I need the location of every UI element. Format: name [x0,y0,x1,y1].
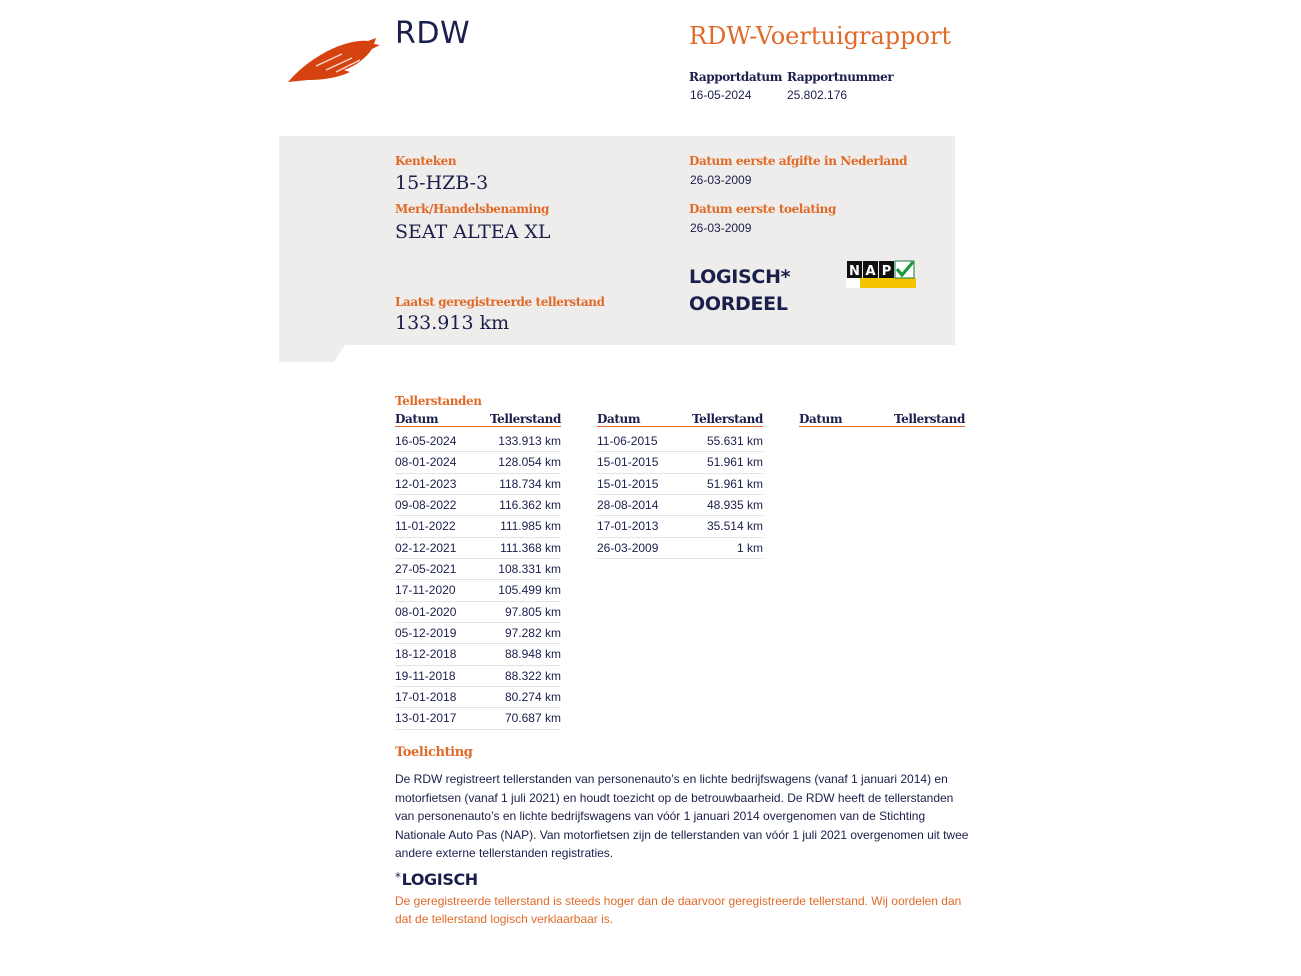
reading-date: 08-01-2024 [395,455,457,470]
vehicle-panel [279,136,955,362]
table-row [395,559,561,580]
reading-value: 35.514 km [706,519,763,534]
reading-value: 88.322 km [504,668,561,683]
table-row [395,516,561,537]
afgifte-value: 26-03-2009 [690,173,752,187]
table-row [597,516,763,537]
tellerstanden-title: Tellerstanden [395,394,482,408]
reading-value: 111.985 km [500,519,561,534]
col-date-header: Datum [597,412,641,426]
merk-value: SEAT ALTEA XL [395,221,551,243]
reading-value: 55.631 km [706,434,763,448]
reading-value: 1 km [736,540,763,555]
reading-date: 12-01-2023 [395,476,457,491]
reading-value: 88.948 km [504,647,561,662]
reading-date: 08-01-2020 [395,604,457,619]
reading-date: 17-11-2020 [395,583,456,598]
logisch-heading [395,870,478,889]
nap-check-icon [846,260,918,290]
oordeel-line1: LOGISCH* [689,266,791,288]
reading-date: 02-12-2021 [395,540,457,555]
nap-letter-n: N [849,264,860,279]
reading-value: 48.935 km [706,498,763,513]
table-row [395,666,561,687]
reading-value: 51.961 km [706,455,763,470]
kenteken-value: 15-HZB-3 [395,172,489,194]
readings-rows [597,431,763,559]
toelating-value: 26-03-2009 [690,221,752,235]
table-row [395,495,561,516]
table-row [597,474,763,495]
readings-column-2 [597,412,763,559]
reading-date: 05-12-2019 [395,626,457,641]
laatst-value: 133.913 km [395,312,510,334]
readings-column-3 [799,412,965,431]
reading-value: 133.913 km [498,434,561,448]
report-date-value: 16-05-2024 [690,88,752,102]
reading-value: 108.331 km [498,562,561,577]
table-row [597,452,763,473]
logisch-star: * [395,870,401,884]
reading-value: 105.499 km [498,583,561,598]
logisch-text: De geregistreerde tellerstand is steeds hoger dan de daarvoor geregistreerde tellerstand. Wij oordelen dan dat de tellerstand logisch verklaarbaar is. [395,894,962,926]
col-date-header: Datum [799,412,843,426]
table-row [395,623,561,644]
table-row [395,452,561,473]
reading-date: 19-11-2018 [395,668,456,683]
table-row [597,538,763,559]
kenteken-label: Kenteken [395,154,457,168]
reading-value: 111.368 km [500,540,561,555]
table-row [395,538,561,559]
col-value-header: Tellerstand [691,412,763,426]
table-row [395,644,561,665]
table-row [395,580,561,601]
table-row [597,431,763,452]
reading-value: 97.282 km [504,626,561,641]
logisch-title: LOGISCH [401,870,478,889]
column-header [395,412,561,427]
reading-date: 13-01-2017 [395,711,457,726]
reading-date: 17-01-2018 [395,690,457,705]
reading-value: 128.054 km [498,455,561,470]
toelating-label: Datum eerste toelating [689,202,836,216]
brand-name: RDW [395,16,471,51]
nap-letter-a: A [865,264,876,279]
toelichting-text: De RDW registreert tellerstanden van personenauto’s en lichte bedrijfswagens (vanaf 1 januari 2014) en motorfietsen (vanaf 1 juli 2021) en houdt toezicht op de betrouwbaarheid. De RDW heeft de tellerstanden van personenauto’s en lichte bedrijfswagens van vóór 1 januari 2014 overgenomen van de Stichting Nationale Auto Pas (NAP). Van motorfietsen zijn de tellerstanden van vóór 1 juli 2021 overgenomen uit twee andere externe tellerstanden registraties. [395,772,969,860]
reading-date: 09-08-2022 [395,498,457,513]
col-value-header: Tellerstand [893,412,965,426]
reading-date: 28-08-2014 [597,498,659,513]
oordeel-verdict [689,264,790,318]
nap-letter-p: P [881,264,892,279]
reading-date: 26-03-2009 [597,540,659,555]
table-row [395,474,561,495]
reading-date: 11-01-2022 [395,519,456,534]
reading-date: 15-01-2015 [597,455,659,470]
reading-date: 17-01-2013 [597,519,659,534]
laatst-label: Laatst geregistreerde tellerstand [395,295,605,309]
table-row [395,687,561,708]
column-header [799,412,965,427]
col-date-header: Datum [395,412,439,426]
readings-column-1 [395,412,561,730]
reading-value: 116.362 km [499,498,561,513]
afgifte-label: Datum eerste afgifte in Nederland [689,154,908,168]
table-row [395,708,561,729]
reading-date: 15-01-2015 [597,476,659,491]
reading-date: 18-12-2018 [395,647,457,662]
report-number-label: Rapportnummer [787,70,894,84]
reading-value: 118.734 km [499,476,561,491]
reading-date: 27-05-2021 [395,562,457,577]
column-header [597,412,763,427]
reading-value: 70.687 km [504,711,561,726]
reading-date: 16-05-2024 [395,434,457,448]
table-row [597,495,763,516]
reading-value: 51.961 km [706,476,763,491]
merk-label: Merk/Handelsbenaming [395,202,550,216]
reading-value: 97.805 km [504,604,561,619]
toelichting-title: Toelichting [395,745,473,760]
table-row [395,431,561,452]
reading-date: 11-06-2015 [597,434,658,448]
oordeel-line2: OORDEEL [689,293,788,315]
readings-rows [395,431,561,730]
table-row [395,602,561,623]
report-date-label: Rapportdatum [689,70,783,84]
reading-value: 80.274 km [504,690,561,705]
report-title: RDW-Voertuigrapport [689,22,952,50]
report-number-value: 25.802.176 [787,88,848,102]
rdw-logo-icon [286,36,382,86]
col-value-header: Tellerstand [489,412,561,426]
